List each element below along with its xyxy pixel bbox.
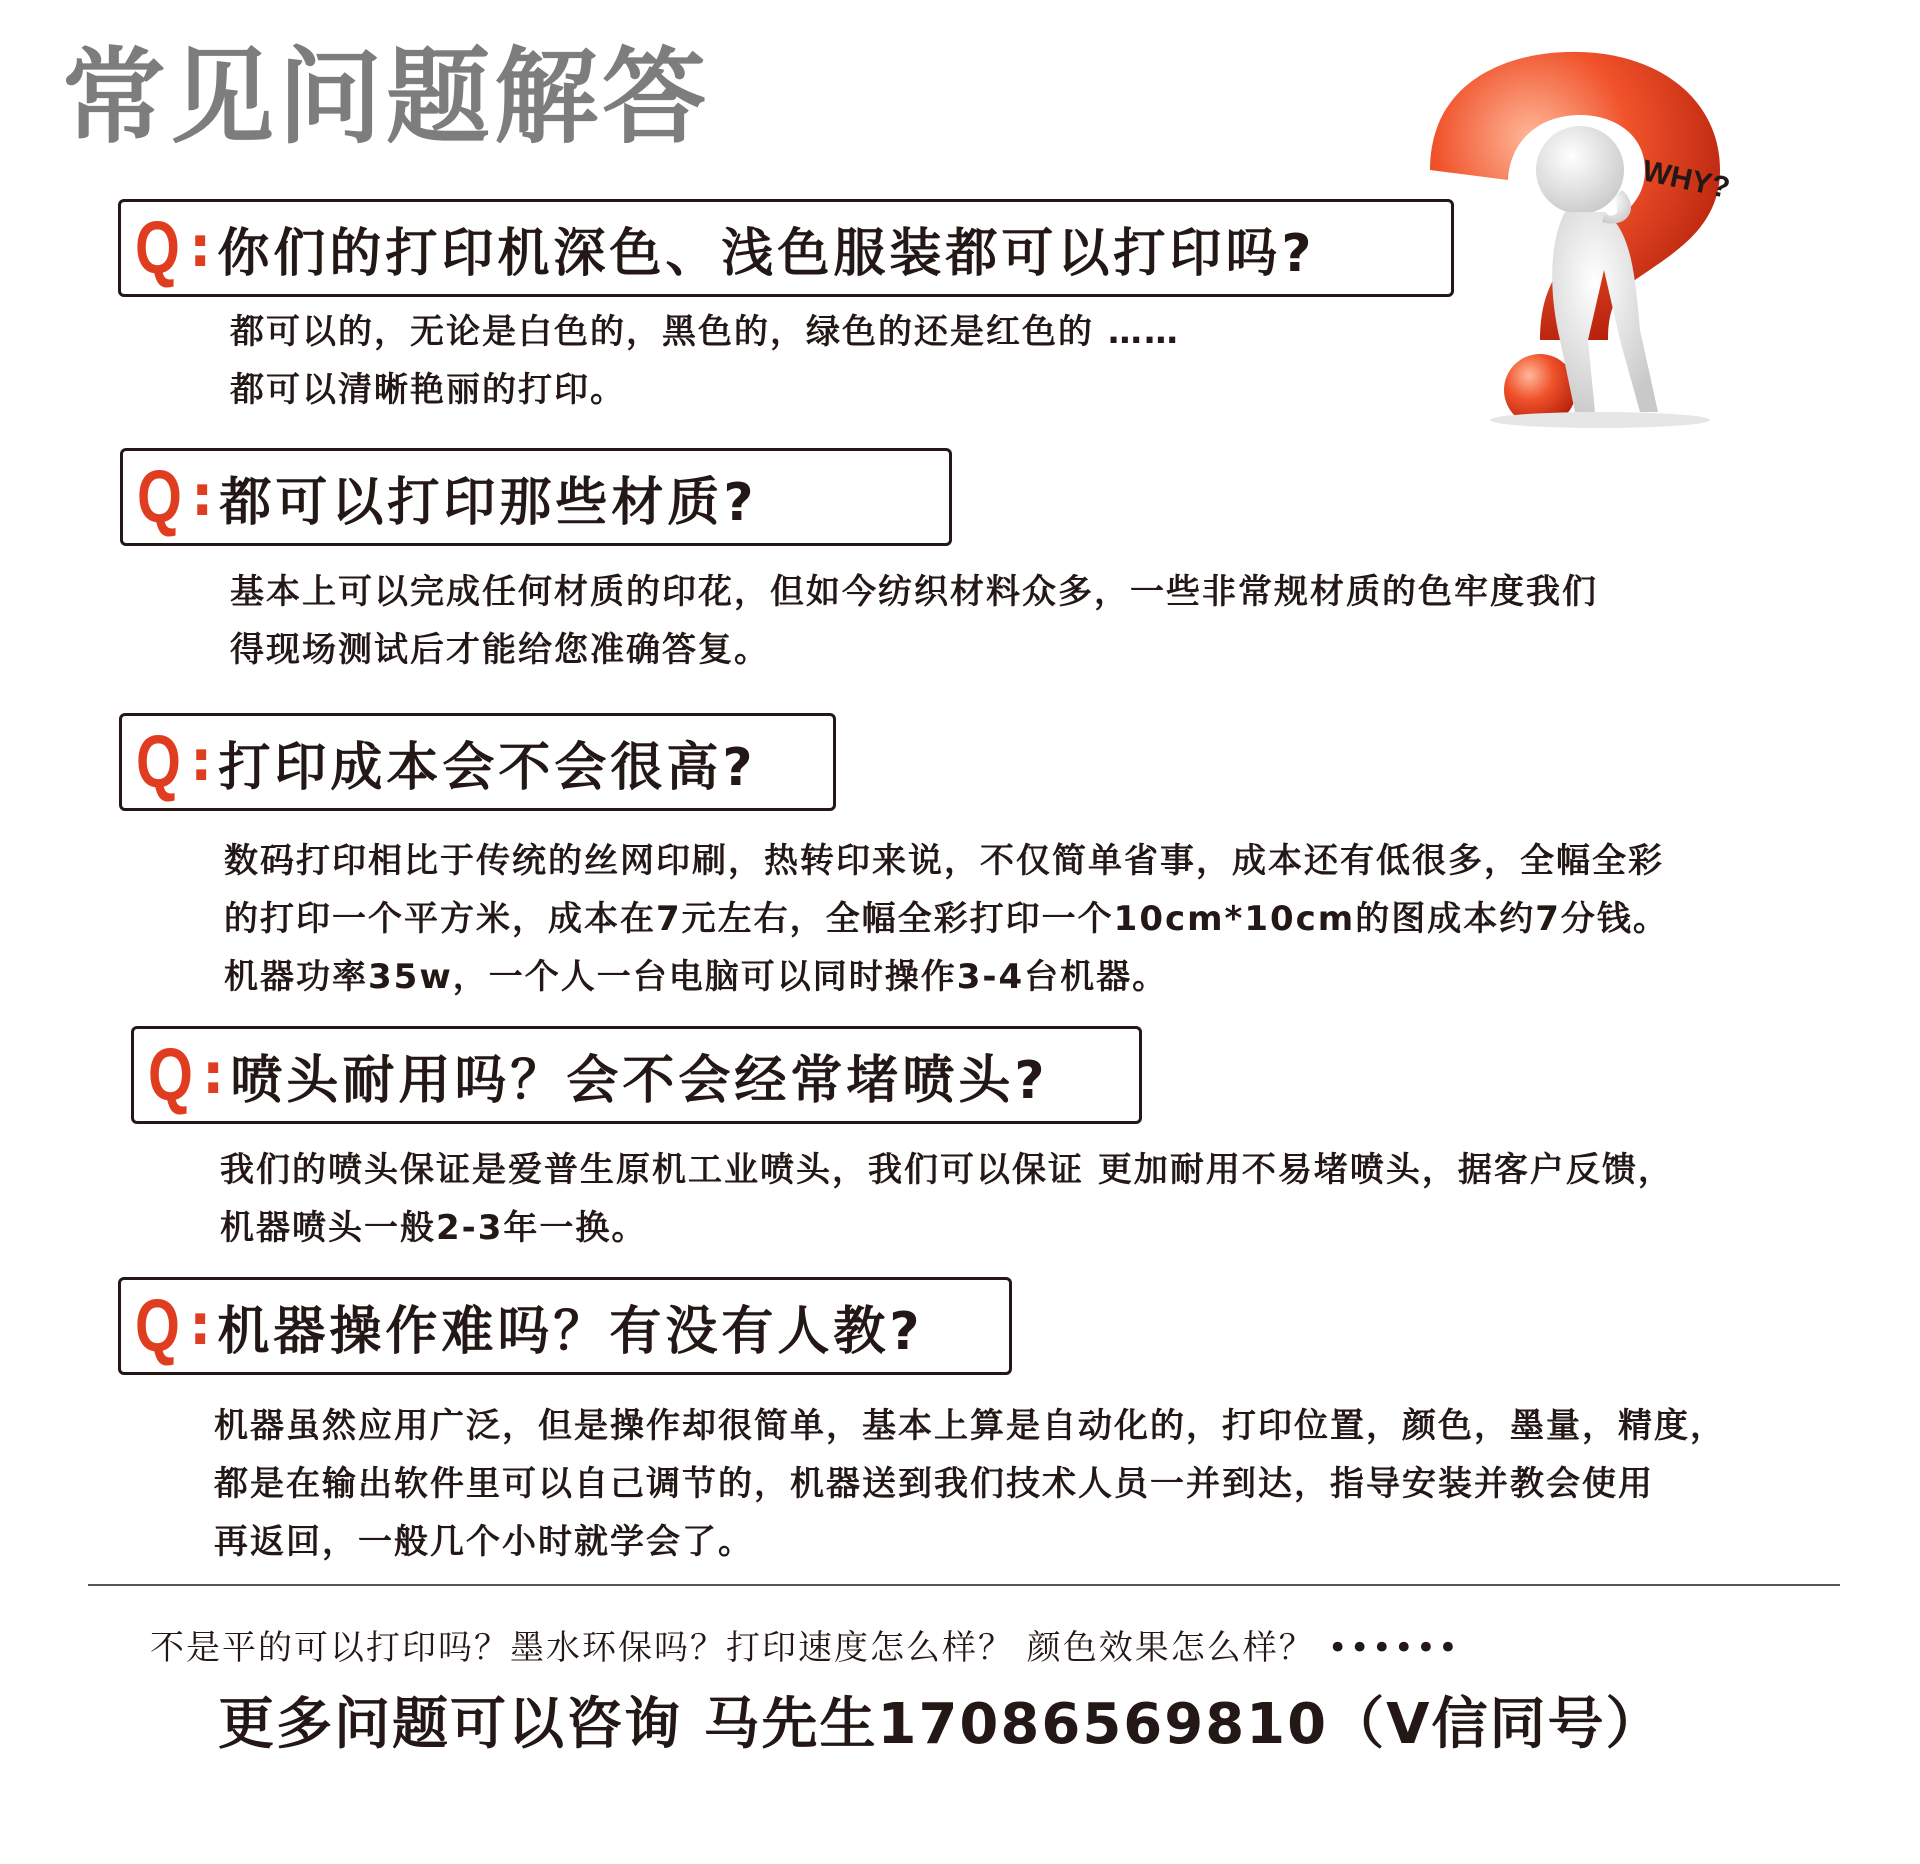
faq-answer-5 xyxy=(214,1397,1726,1571)
question-text: 机器操作难吗？有没有人教? xyxy=(217,1301,924,1362)
q-letter: Q xyxy=(135,1284,180,1367)
answer-line: 我们的喷头保证是爱普生原机工业喷头，我们可以保证 更加耐用不易堵喷头，据客户反馈， xyxy=(220,1150,1674,1190)
q-colon: : xyxy=(189,215,212,280)
q-colon: : xyxy=(191,464,214,529)
question-text: 打印成本会不会很高? xyxy=(218,737,757,798)
answer-line: 机器喷头一般2-3年一换。 xyxy=(220,1208,648,1248)
question-text: 都可以打印那些材质? xyxy=(219,472,758,533)
page-title: 常见问题解答 xyxy=(62,36,711,158)
q-letter: Q xyxy=(135,206,180,289)
answer-line: 都是在输出软件里可以自己调节的，机器送到我们技术人员一并到达，指导安装并教会使用 xyxy=(214,1464,1654,1504)
faq-answer-4 xyxy=(220,1141,1674,1257)
answer-line: 再返回，一般几个小时就学会了。 xyxy=(214,1522,754,1562)
faq-question-3 xyxy=(119,713,836,811)
faq-question-5 xyxy=(118,1277,1012,1375)
q-letter: Q xyxy=(148,1033,193,1116)
answer-line: 都可以的，无论是白色的，黑色的，绿色的还是红色的 …… xyxy=(230,312,1180,352)
footer-divider xyxy=(88,1584,1840,1586)
faq-answer-3 xyxy=(224,832,1669,1006)
q-letter: Q xyxy=(136,720,181,803)
faq-answer-2 xyxy=(230,563,1598,679)
answer-line: 基本上可以完成任何材质的印花，但如今纺织材料众多，一些非常规材质的色牢度我们 xyxy=(230,572,1598,612)
question-text: 你们的打印机深色、浅色服装都可以打印吗? xyxy=(217,223,1316,284)
question-text: 喷头耐用吗？会不会经常堵喷头? xyxy=(230,1050,1049,1111)
answer-line: 机器虽然应用广泛，但是操作却很简单，基本上算是自动化的，打印位置，颜色，墨量，精度， xyxy=(214,1406,1726,1446)
why-bubble-text: WHY? xyxy=(1639,154,1733,206)
answer-line: 的打印一个平方米，成本在7元左右，全幅全彩打印一个10cm*10cm的图成本约7分钱。 xyxy=(224,899,1669,939)
answer-line: 都可以清晰艳丽的打印。 xyxy=(230,370,626,410)
q-colon: : xyxy=(202,1042,225,1107)
contact-info: 更多问题可以咨询 马先生17086569810（V信同号） xyxy=(218,1692,1664,1757)
q-colon: : xyxy=(190,729,213,794)
q-letter: Q xyxy=(137,455,182,538)
faq-answer-1 xyxy=(230,303,1180,419)
faq-question-1 xyxy=(118,199,1454,297)
answer-line: 机器功率35w，一个人一台电脑可以同时操作3-4台机器。 xyxy=(224,957,1169,997)
faq-question-2 xyxy=(120,448,952,546)
answer-line: 数码打印相比于传统的丝网印刷，热转印来说，不仅简单省事，成本还有低很多，全幅全彩 xyxy=(224,841,1664,881)
answer-line: 得现场测试后才能给您准确答复。 xyxy=(230,630,770,670)
q-colon: : xyxy=(189,1293,212,1358)
faq-question-4 xyxy=(131,1026,1142,1124)
more-questions-text: 不是平的可以打印吗？墨水环保吗？打印速度怎么样？ 颜色效果怎么样？ •••••• xyxy=(150,1628,1460,1668)
